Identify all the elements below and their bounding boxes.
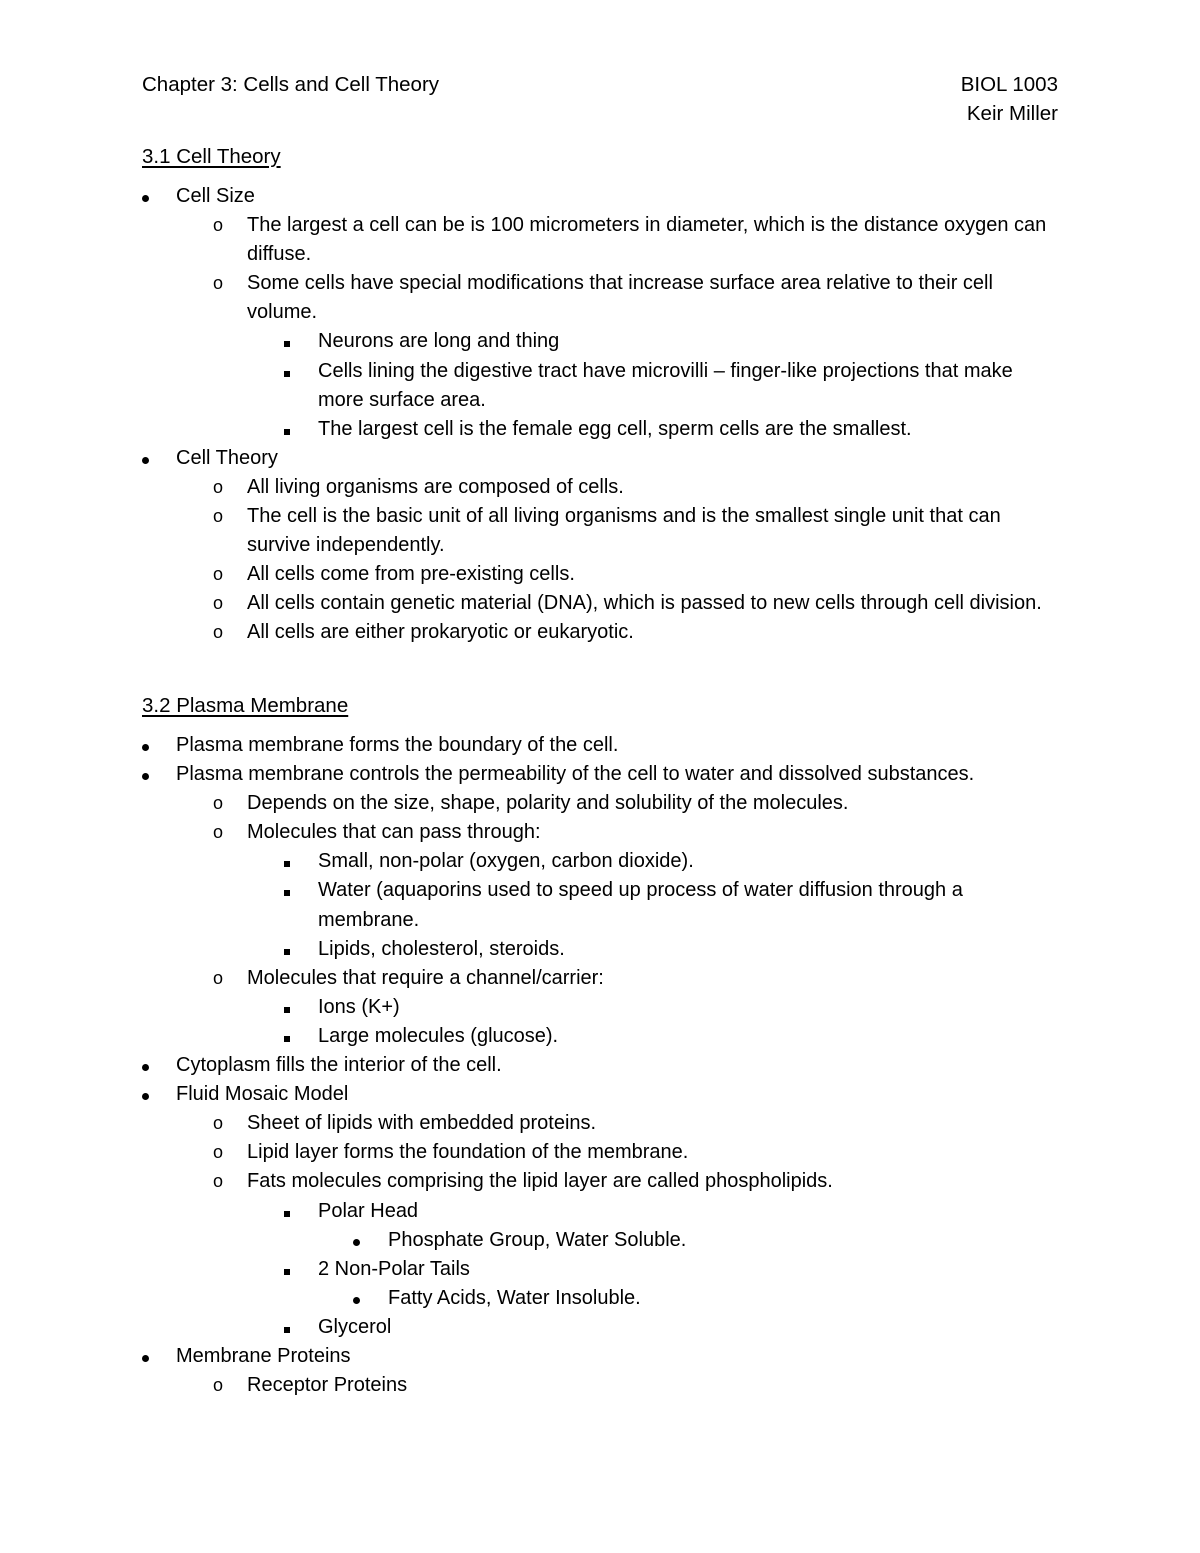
list-item — [142, 357, 1062, 415]
list-item — [142, 964, 1062, 993]
list-item-text: Plasma membrane forms the boundary of the cell. — [176, 734, 619, 756]
bullet-square-icon — [284, 357, 290, 386]
list-item — [142, 876, 1062, 934]
list-item — [142, 1371, 1062, 1400]
list-item-text: 2 Non-Polar Tails — [318, 1257, 470, 1280]
list-item-text: Neurons are long and thing — [318, 330, 560, 353]
list-item-text: All cells contain genetic material (DNA), which is passed to new cells through cell division. — [247, 592, 1042, 615]
list-item-text: The largest a cell can be is 100 micrometers in diameter, which is the distance oxygen can diffuse. — [247, 214, 1047, 266]
section-list-plasma-membrane — [142, 731, 1062, 1400]
list-item — [142, 415, 1062, 444]
bullet-circle-icon: o — [213, 593, 224, 614]
bullet-dot-icon — [353, 1284, 360, 1313]
bullet-circle-icon: o — [213, 967, 224, 988]
list-item-text: Cells lining the digestive tract have microvilli – finger-like projections that make more surface area. — [318, 359, 1013, 411]
list-item-text: Small, non-polar (oxygen, carbon dioxide). — [318, 850, 694, 873]
bullet-circle-icon: o — [213, 793, 224, 814]
bullet-dot-icon — [142, 731, 149, 760]
list-item — [142, 182, 1062, 211]
list-item — [142, 1109, 1062, 1138]
list-item — [142, 444, 1062, 473]
list-item — [142, 211, 1062, 269]
bullet-circle-icon: o — [213, 1375, 224, 1396]
list-item — [142, 1167, 1062, 1196]
bullet-circle-icon: o — [213, 506, 224, 527]
list-item — [142, 818, 1062, 847]
section-heading-cell-theory: 3.1 Cell Theory — [142, 145, 281, 168]
list-item — [142, 1138, 1062, 1167]
bullet-dot-icon — [142, 760, 149, 789]
list-item — [142, 1226, 1062, 1255]
list-item — [142, 731, 1062, 760]
list-item — [142, 789, 1062, 818]
bullet-dot-icon — [142, 1342, 149, 1371]
bullet-square-icon — [284, 935, 290, 964]
bullet-circle-icon: o — [213, 476, 224, 497]
bullet-dot-icon — [142, 1080, 149, 1109]
author-name: Keir Miller — [966, 102, 1058, 125]
list-item — [142, 1022, 1062, 1051]
list-item-text: Molecules that can pass through: — [247, 821, 541, 844]
list-item — [142, 502, 1062, 560]
list-item-text: All living organisms are composed of cells. — [247, 475, 624, 498]
list-item-text: Large molecules (glucose). — [318, 1024, 559, 1047]
list-item-text: Sheet of lipids with embedded proteins. — [247, 1112, 597, 1135]
list-item — [142, 760, 1062, 789]
list-item-text: Fatty Acids, Water Insoluble. — [388, 1286, 641, 1309]
list-item-text: The largest cell is the female egg cell, sperm cells are the smallest. — [318, 417, 912, 440]
list-item-text: Cytoplasm fills the interior of the cell. — [176, 1054, 502, 1077]
bullet-circle-icon: o — [213, 622, 224, 643]
list-item-text: Depends on the size, shape, polarity and solubility of the molecules. — [247, 792, 849, 815]
list-item — [142, 1080, 1062, 1109]
list-item-text: Receptor Proteins — [247, 1374, 408, 1397]
bullet-square-icon — [284, 327, 290, 356]
list-item — [142, 1197, 1062, 1226]
course-code: BIOL 1003 — [960, 73, 1058, 96]
list-item-text: The cell is the basic unit of all living organisms and is the smallest single unit that can survive independently. — [247, 505, 1001, 557]
bullet-circle-icon: o — [213, 564, 224, 585]
list-item — [142, 1313, 1062, 1342]
list-item — [142, 589, 1062, 618]
list-item — [142, 1284, 1062, 1313]
bullet-circle-icon: o — [213, 215, 224, 236]
list-item-text: Some cells have special modifications that increase surface area relative to their cell volume. — [247, 272, 993, 324]
bullet-square-icon — [284, 847, 290, 876]
list-item — [142, 473, 1062, 502]
bullet-circle-icon: o — [213, 822, 224, 843]
list-item-text: Water (aquaporins used to speed up process of water diffusion through a membrane. — [318, 879, 963, 931]
list-item-text: Polar Head — [318, 1199, 419, 1222]
list-item-text: Fats molecules comprising the lipid layer are called phospholipids. — [247, 1170, 833, 1193]
list-item-text: Lipids, cholesterol, steroids. — [318, 937, 565, 960]
list-item-text: Glycerol — [318, 1315, 392, 1338]
list-item-text: Cell Size — [176, 185, 255, 207]
bullet-square-icon — [284, 1022, 290, 1051]
bullet-square-icon — [284, 993, 290, 1022]
list-item — [142, 327, 1062, 356]
list-item — [142, 993, 1062, 1022]
bullet-dot-icon — [142, 1051, 149, 1080]
list-item — [142, 1051, 1062, 1080]
bullet-circle-icon: o — [213, 1113, 224, 1134]
list-item — [142, 1255, 1062, 1284]
list-item-text: Plasma membrane controls the permeability of the cell to water and dissolved substances. — [176, 763, 975, 786]
bullet-dot-icon — [142, 182, 149, 211]
list-item — [142, 1342, 1062, 1371]
list-item-text: Phosphate Group, Water Soluble. — [388, 1228, 687, 1251]
list-item-text: Lipid layer forms the foundation of the membrane. — [247, 1141, 689, 1164]
list-item-text: All cells are either prokaryotic or eukaryotic. — [247, 621, 634, 644]
list-item — [142, 618, 1062, 647]
list-item-text: Ions (K+) — [318, 995, 400, 1018]
list-item — [142, 269, 1062, 327]
list-item — [142, 847, 1062, 876]
list-item-text: All cells come from pre-existing cells. — [247, 563, 575, 586]
section-list-cell-theory — [142, 182, 1062, 648]
section-heading-plasma-membrane: 3.2 Plasma Membrane — [142, 694, 349, 717]
list-item — [142, 560, 1062, 589]
list-item-text: Cell Theory — [176, 446, 278, 469]
bullet-square-icon — [284, 1197, 290, 1226]
list-item-text: Molecules that require a channel/carrier: — [247, 966, 604, 989]
bullet-circle-icon: o — [213, 1142, 224, 1163]
bullet-square-icon — [284, 1255, 290, 1284]
list-item-text: Fluid Mosaic Model — [176, 1083, 349, 1106]
bullet-dot-icon — [353, 1226, 360, 1255]
bullet-square-icon — [284, 1313, 290, 1342]
list-item — [142, 935, 1062, 964]
bullet-dot-icon — [142, 444, 149, 473]
bullet-square-icon — [284, 876, 290, 905]
bullet-square-icon — [284, 415, 290, 444]
bullet-circle-icon: o — [213, 1171, 224, 1192]
header-right — [961, 70, 1058, 128]
document-title: Chapter 3: Cells and Cell Theory — [142, 73, 440, 96]
bullet-circle-icon: o — [213, 273, 224, 294]
list-item-text: Membrane Proteins — [176, 1344, 351, 1367]
